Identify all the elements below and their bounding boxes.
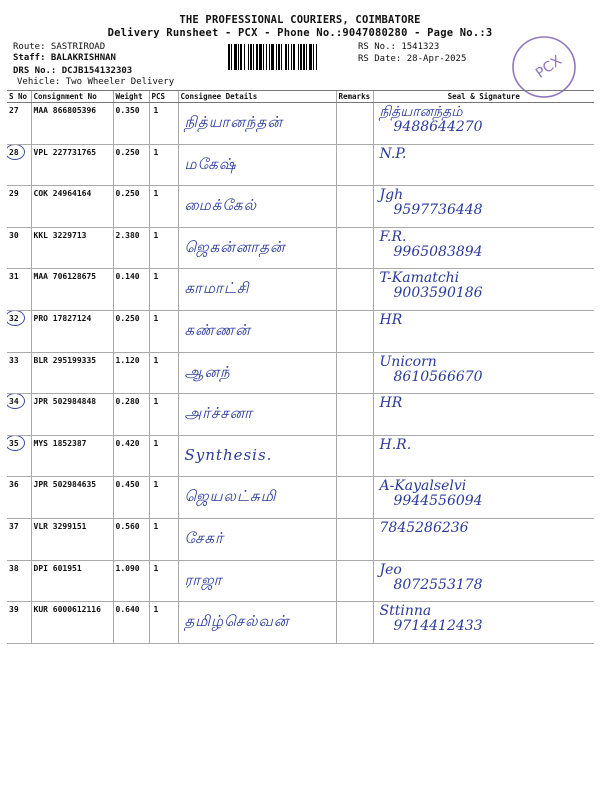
- pcs-cell: 1: [149, 394, 178, 436]
- table-row: [7, 186, 594, 228]
- circle-mark: [7, 144, 25, 160]
- consignment-cell: DPI 601951: [31, 560, 113, 602]
- barcode-image: [228, 44, 353, 70]
- signature-handwriting: நித்யானந்தம் 9488644270: [379, 104, 483, 135]
- pcs-cell: 1: [149, 560, 178, 602]
- sno-value: 39: [9, 605, 19, 615]
- consignee-handwriting: காமாட்சி: [184, 279, 250, 298]
- remarks-cell: [336, 394, 373, 436]
- signature-cell: [373, 310, 594, 352]
- table-row: [7, 144, 594, 186]
- pcs-cell: 1: [149, 477, 178, 519]
- pcs-cell: 1: [149, 269, 178, 311]
- table-row: [7, 269, 594, 311]
- sno-cell: [7, 435, 31, 477]
- remarks-cell: [336, 103, 373, 145]
- signature-cell: [373, 602, 594, 644]
- pcs-cell: 1: [149, 103, 178, 145]
- signature-cell: [373, 144, 594, 186]
- col-header-consignee: Consignee Details: [178, 91, 336, 103]
- staff-label: Staff: BALAKRISHNAN: [13, 53, 116, 63]
- signature-cell: [373, 477, 594, 519]
- consignee-cell: [178, 560, 336, 602]
- drs-number: DRS No.: DCJB154132303: [13, 66, 133, 76]
- signature-handwriting: Jgh 9597736448: [379, 187, 483, 219]
- remarks-cell: [336, 310, 373, 352]
- remarks-cell: [336, 518, 373, 560]
- consignee-handwriting: மகேஷ்: [184, 154, 237, 173]
- pcs-cell: 1: [149, 518, 178, 560]
- signature-cell: [373, 560, 594, 602]
- weight-cell: 0.640: [113, 602, 149, 644]
- remarks-cell: [336, 144, 373, 186]
- col-header-remarks: Remarks: [336, 91, 373, 103]
- pcs-cell: 1: [149, 602, 178, 644]
- sno-cell: [7, 186, 31, 228]
- pcs-cell: 1: [149, 310, 178, 352]
- signature-cell: [373, 352, 594, 394]
- rs-date: RS Date: 28-Apr-2025: [358, 54, 467, 64]
- table-row: [7, 602, 594, 644]
- sno-cell: [7, 518, 31, 560]
- consignee-cell: [178, 394, 336, 436]
- col-header-consignment: Consignment No: [31, 91, 113, 103]
- table-row: [7, 227, 594, 269]
- sno-value: 29: [9, 189, 19, 199]
- circle-mark: [7, 310, 25, 326]
- runsheet-subtitle: Delivery Runsheet - PCX - Phone No.:9047080280 - Page No.:3: [107, 27, 493, 39]
- table-row: [7, 560, 594, 602]
- signature-handwriting: F.R. 9965083894: [379, 228, 483, 260]
- sno-cell: [7, 227, 31, 269]
- vehicle-label: Vehicle: Two Wheeler Delivery: [17, 77, 175, 87]
- consignee-handwriting: ஜெயலட்சுமி: [184, 487, 277, 506]
- consignee-handwriting: கண்ணன்: [184, 320, 251, 339]
- consignment-cell: COK 24964164: [31, 186, 113, 228]
- sno-value: 33: [9, 355, 19, 365]
- signature-handwriting: H.R.: [379, 436, 412, 453]
- weight-cell: 1.120: [113, 352, 149, 394]
- table-row: [7, 352, 594, 394]
- consignment-cell: VPL 227731765: [31, 144, 113, 186]
- consignee-cell: [178, 103, 336, 145]
- signature-handwriting: A-Kayalselvi 9944556094: [379, 478, 483, 510]
- weight-cell: 0.450: [113, 477, 149, 519]
- sno-value: 28: [9, 147, 19, 157]
- consignee-handwriting: மைக்கேல்: [184, 196, 258, 215]
- table-header-row: [7, 91, 594, 103]
- signature-handwriting: HR: [379, 395, 403, 412]
- signature-cell: [373, 518, 594, 560]
- signature-handwriting: HR: [379, 311, 403, 328]
- sno-cell: [7, 310, 31, 352]
- col-header-sno: S No: [7, 91, 31, 103]
- signature-handwriting: Jeo 8072553178: [379, 561, 483, 593]
- consignment-cell: MAA 706128675: [31, 269, 113, 311]
- consignee-handwriting: நித்யானந்தன்: [184, 113, 283, 131]
- col-header-signature: Seal & Signature: [373, 91, 594, 103]
- table-row: [7, 477, 594, 519]
- consignee-handwriting: ஜெகன்னாதன்: [184, 237, 286, 256]
- signature-handwriting: Sttinna 9714412433: [379, 603, 483, 635]
- consignment-cell: VLR 3299151: [31, 518, 113, 560]
- route-label: Route: SASTRIROAD: [13, 42, 106, 52]
- table-row: [7, 103, 594, 145]
- consignment-cell: PRO 17827124: [31, 310, 113, 352]
- circle-mark: [7, 394, 25, 410]
- pcs-cell: 1: [149, 144, 178, 186]
- consignment-cell: JPR 502984848: [31, 394, 113, 436]
- pcs-cell: 1: [149, 435, 178, 477]
- sno-cell: [7, 144, 31, 186]
- consignee-cell: [178, 477, 336, 519]
- sno-value: 35: [9, 438, 19, 448]
- sno-value: 38: [9, 563, 19, 573]
- sno-value: 36: [9, 480, 19, 490]
- sno-value: 30: [9, 230, 19, 240]
- weight-cell: 0.250: [113, 310, 149, 352]
- rs-number: RS No.: 1541323: [358, 42, 440, 52]
- signature-cell: [373, 103, 594, 145]
- remarks-cell: [336, 602, 373, 644]
- weight-cell: 0.250: [113, 186, 149, 228]
- sno-cell: [7, 394, 31, 436]
- consignment-cell: KUR 6000612116: [31, 602, 113, 644]
- weight-cell: 0.280: [113, 394, 149, 436]
- consignee-handwriting: தமிழ்செல்வன்: [184, 612, 290, 631]
- runsheet-table: [7, 90, 594, 644]
- consignment-cell: JPR 502984635: [31, 477, 113, 519]
- consignee-handwriting: அர்ச்சனா: [184, 404, 254, 423]
- weight-cell: 0.420: [113, 435, 149, 477]
- sno-cell: [7, 560, 31, 602]
- signature-handwriting: Unicorn 8610566670: [379, 353, 483, 385]
- stamp-text: PCX: [532, 52, 565, 82]
- consignee-cell: [178, 269, 336, 311]
- consignee-cell: [178, 518, 336, 560]
- remarks-cell: [336, 269, 373, 311]
- signature-cell: [373, 186, 594, 228]
- remarks-cell: [336, 186, 373, 228]
- signature-cell: [373, 394, 594, 436]
- consignee-cell: [178, 352, 336, 394]
- signature-handwriting: N.P.: [379, 145, 407, 162]
- weight-cell: 2.380: [113, 227, 149, 269]
- col-header-pcs: PCS: [149, 91, 178, 103]
- consignment-cell: MAA 866805396: [31, 103, 113, 145]
- consignee-cell: [178, 602, 336, 644]
- consignment-cell: BLR 295199335: [31, 352, 113, 394]
- table-row: [7, 310, 594, 352]
- consignment-cell: KKL 3229713: [31, 227, 113, 269]
- sno-cell: [7, 477, 31, 519]
- sno-value: 27: [9, 106, 19, 115]
- table-row: [7, 394, 594, 436]
- pcs-cell: 1: [149, 186, 178, 228]
- consignee-cell: [178, 227, 336, 269]
- consignee-cell: [178, 310, 336, 352]
- sno-cell: [7, 103, 31, 145]
- weight-cell: 0.140: [113, 269, 149, 311]
- signature-cell: [373, 227, 594, 269]
- sno-value: 37: [9, 521, 19, 531]
- signature-cell: [373, 269, 594, 311]
- sno-value: 31: [9, 272, 19, 282]
- signature-handwriting: 7845286236: [379, 519, 469, 536]
- company-title: THE PROFESSIONAL COURIERS, COIMBATORE: [179, 14, 421, 26]
- remarks-cell: [336, 352, 373, 394]
- table-row: [7, 518, 594, 560]
- consignee-cell: [178, 144, 336, 186]
- sno-cell: [7, 269, 31, 311]
- remarks-cell: [336, 435, 373, 477]
- remarks-cell: [336, 227, 373, 269]
- sno-cell: [7, 352, 31, 394]
- consignee-cell: [178, 435, 336, 477]
- remarks-cell: [336, 477, 373, 519]
- consignee-handwriting: சேகர்: [184, 528, 224, 547]
- weight-cell: 1.090: [113, 560, 149, 602]
- sno-value: 34: [9, 397, 19, 407]
- consignee-handwriting: Synthesis.: [184, 445, 273, 464]
- pcs-cell: 1: [149, 352, 178, 394]
- consignee-cell: [178, 186, 336, 228]
- weight-cell: 0.250: [113, 144, 149, 186]
- consignment-cell: MYS 1852387: [31, 435, 113, 477]
- sno-cell: [7, 602, 31, 644]
- weight-cell: 0.560: [113, 518, 149, 560]
- consignee-handwriting: ஆனந்: [184, 362, 231, 381]
- circle-mark: [7, 435, 25, 451]
- pcs-cell: 1: [149, 227, 178, 269]
- consignee-handwriting: ராஜா: [184, 570, 223, 589]
- weight-cell: 0.350: [113, 103, 149, 145]
- remarks-cell: [336, 560, 373, 602]
- signature-handwriting: T-Kamatchi 9003590186: [379, 270, 483, 302]
- table-row: [7, 435, 594, 477]
- sno-value: 32: [9, 313, 19, 323]
- col-header-weight: Weight: [113, 91, 149, 103]
- signature-cell: [373, 435, 594, 477]
